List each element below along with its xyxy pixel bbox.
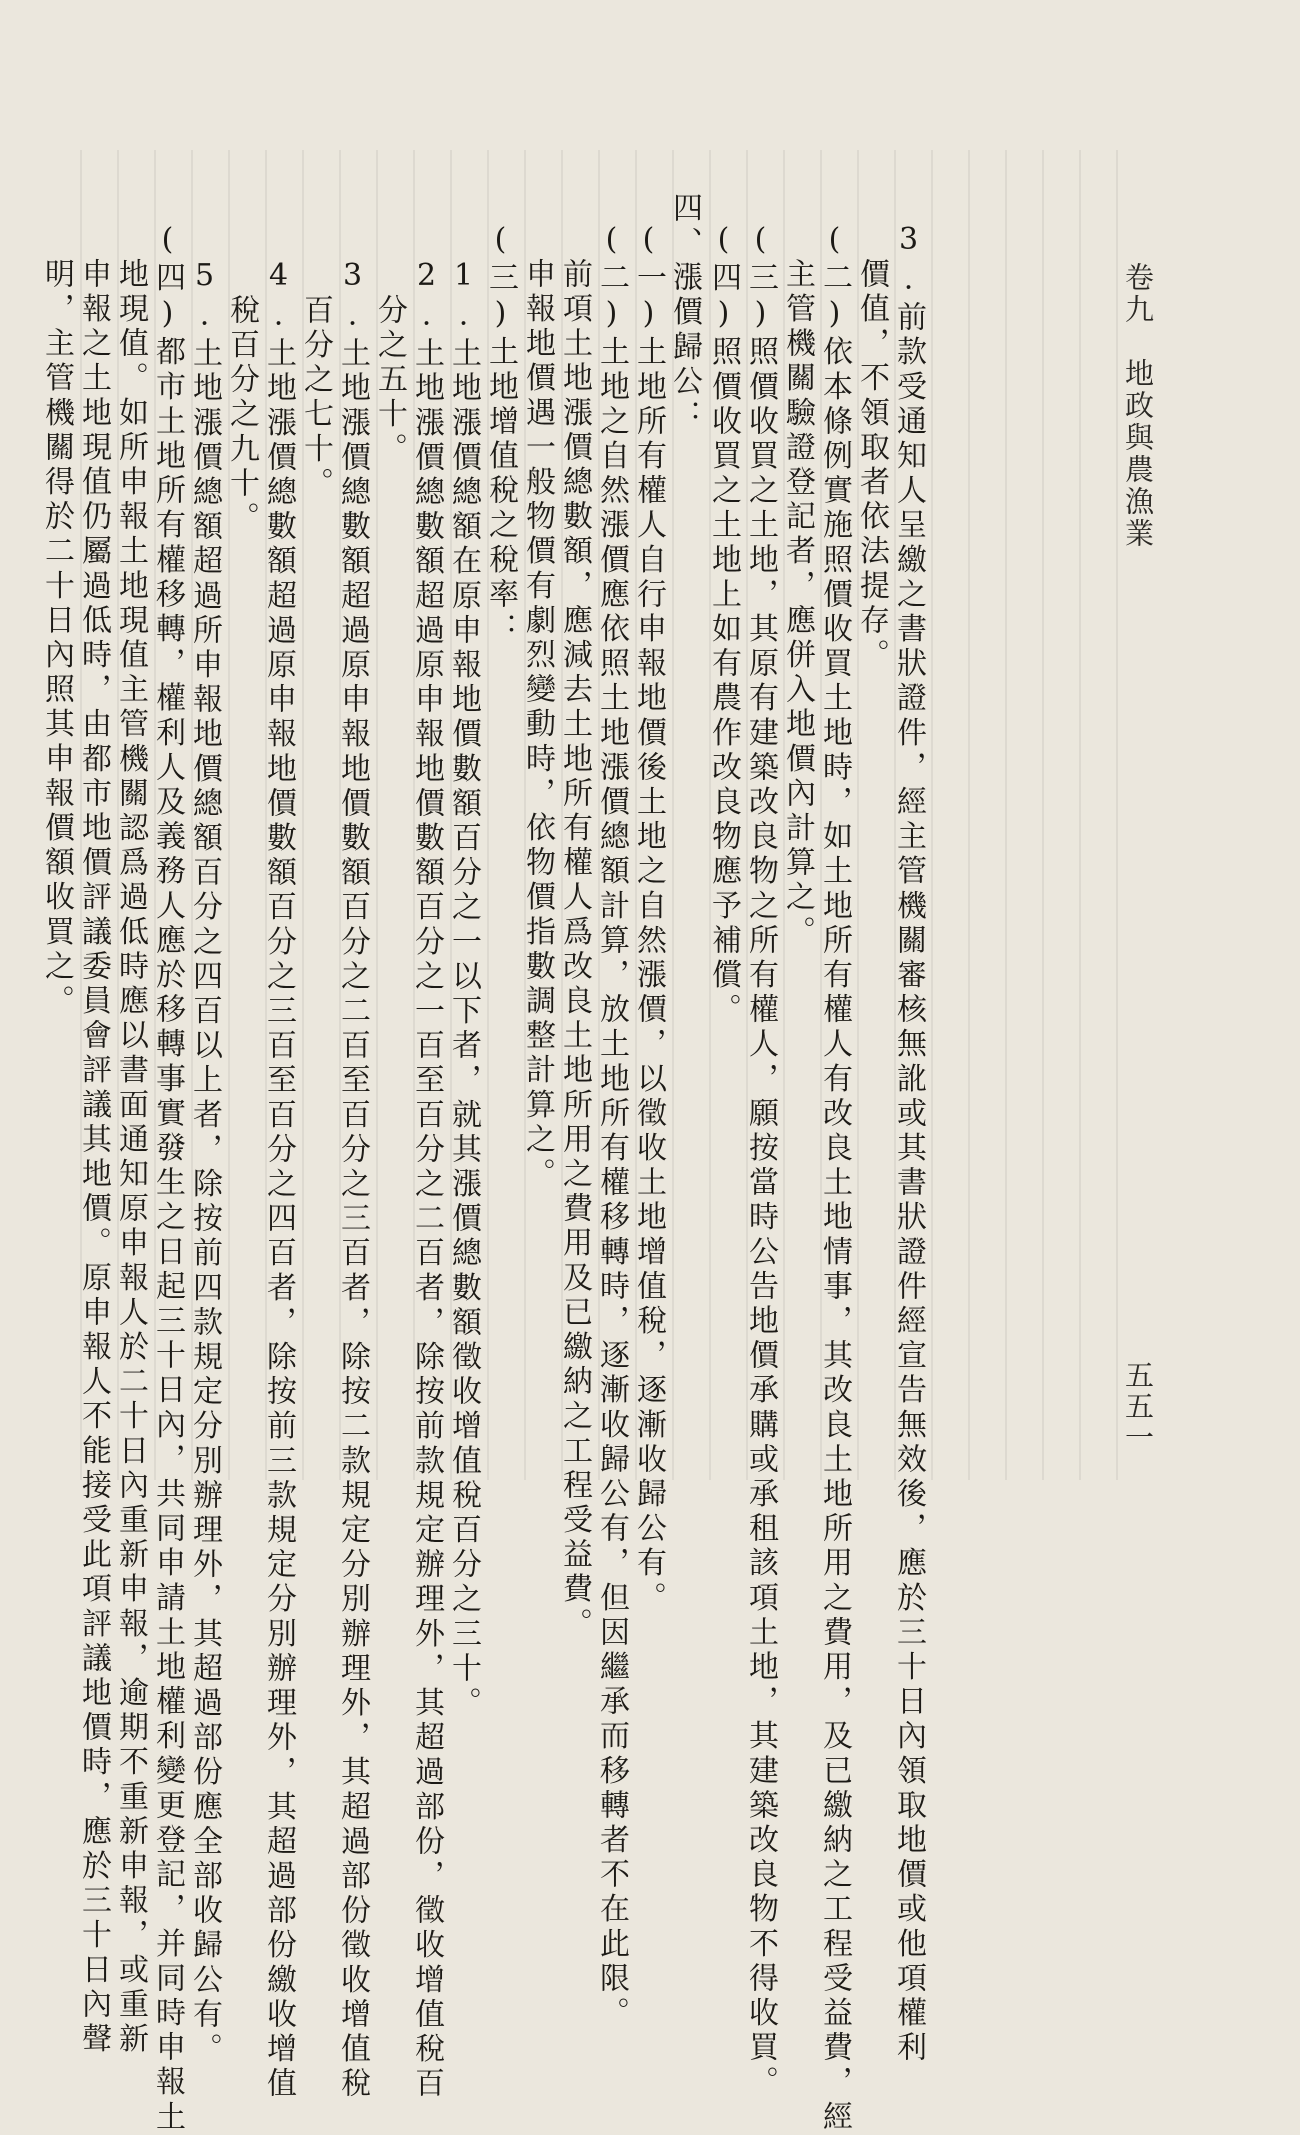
text-line: (三)土地增值稅之稅率：: [483, 222, 518, 648]
text-line: 3.土地漲價總數額超過原申報地價數額百分之二百至百分之三百者，除按二款規定分別辦理外，其超過部份徵收增值稅: [335, 258, 370, 2102]
text-line: 地現值。如所申報土地現值主管機關認爲過低時應以書面通知原申報人於二十日內重新申報，逾期不重新申報，或重新: [113, 258, 148, 2058]
text-line: (四)照價收買之土地上如有農作改良物應予補償。: [706, 222, 741, 1028]
text-line: 申報地價遇一般物價有劇烈變動時，依物價指數調整計算之。: [520, 258, 555, 1193]
running-header: 卷九 地政與農漁業: [1121, 262, 1155, 550]
text-line: (三)照價收買之土地，其原有建築改良物之所有權人，願按當時公告地價承購或承租該項土地，其建築改良物不得收買。: [743, 222, 778, 2101]
text-line: (四)都市土地所有權移轉，權利人及義務人應於移轉事實發生之日起三十日內，共同申請土地權利變更登記，并同時申報土: [150, 222, 185, 2135]
text-line: 前項土地漲價總數額，應減去土地所有權人爲改良土地所用之費用及已繳納之工程受益費。: [557, 258, 592, 1642]
text-line: 3.前款受通知人呈繳之書狀證件，經主管機關審核無訛或其書狀證件經宣告無效後，應於三十日內領取地價或他項權利: [891, 222, 926, 2066]
text-line: 價值，不領取者依法提存。: [854, 258, 889, 674]
section-heading: 四、漲價歸公：: [667, 192, 702, 435]
text-line: 百分之七十。: [298, 294, 333, 502]
text-line: 2.土地漲價總數額超過原申報地價數額百分之一百至百分之二百者，除按前款規定辦理外，其超過部份，徵收增值稅百: [409, 258, 444, 2102]
text-line: (一)土地所有權人自行申報地價後土地之自然漲價，以徵收土地增值稅，逐漸收歸公有。: [631, 222, 666, 1616]
text-line: (二)土地之自然漲價應依照土地漲價總額計算，放土地所有權移轉時，逐漸收歸公有，但因繼承而移轉者不在此限。: [594, 222, 629, 2032]
text-line: 申報之土地現值仍屬過低時，由都市地價評議委員會評議其地價。原申報人不能接受此項評議地價時，應於三十日內聲: [76, 258, 111, 2058]
text-line: 主管機關驗證登記者，應併入地價內計算之。: [780, 258, 815, 950]
page-number: 五五一: [1121, 1360, 1155, 1453]
text-line: (二)依本條例實施照價收買土地時，如土地所有權人有改良土地情事，其改良土地所用之費用，及已繳納之工程受益費，經: [817, 222, 852, 2135]
text-line: 4.土地漲價總數額超過原申報地價數額百分之三百至百分之四百者，除按前三款規定分別辦理外，其超過部份繳收增值: [261, 258, 296, 2102]
text-line: 稅百分之九十。: [224, 294, 259, 537]
text-line: 5.土地漲價總額超過所申報地價總額百分之四百以上者，除按前四款規定分別辦理外，其超過部份應全部收歸公有。: [187, 258, 222, 2068]
text-line: 明，主管機關得於二十日內照其申報價額收買之。: [39, 258, 74, 1020]
text-line: 分之五十。: [372, 294, 407, 467]
text-line: 1.土地漲價總額在原申報地價數額百分之一以下者，就其漲價總數額徵收增值稅百分之三十。: [446, 258, 481, 1722]
